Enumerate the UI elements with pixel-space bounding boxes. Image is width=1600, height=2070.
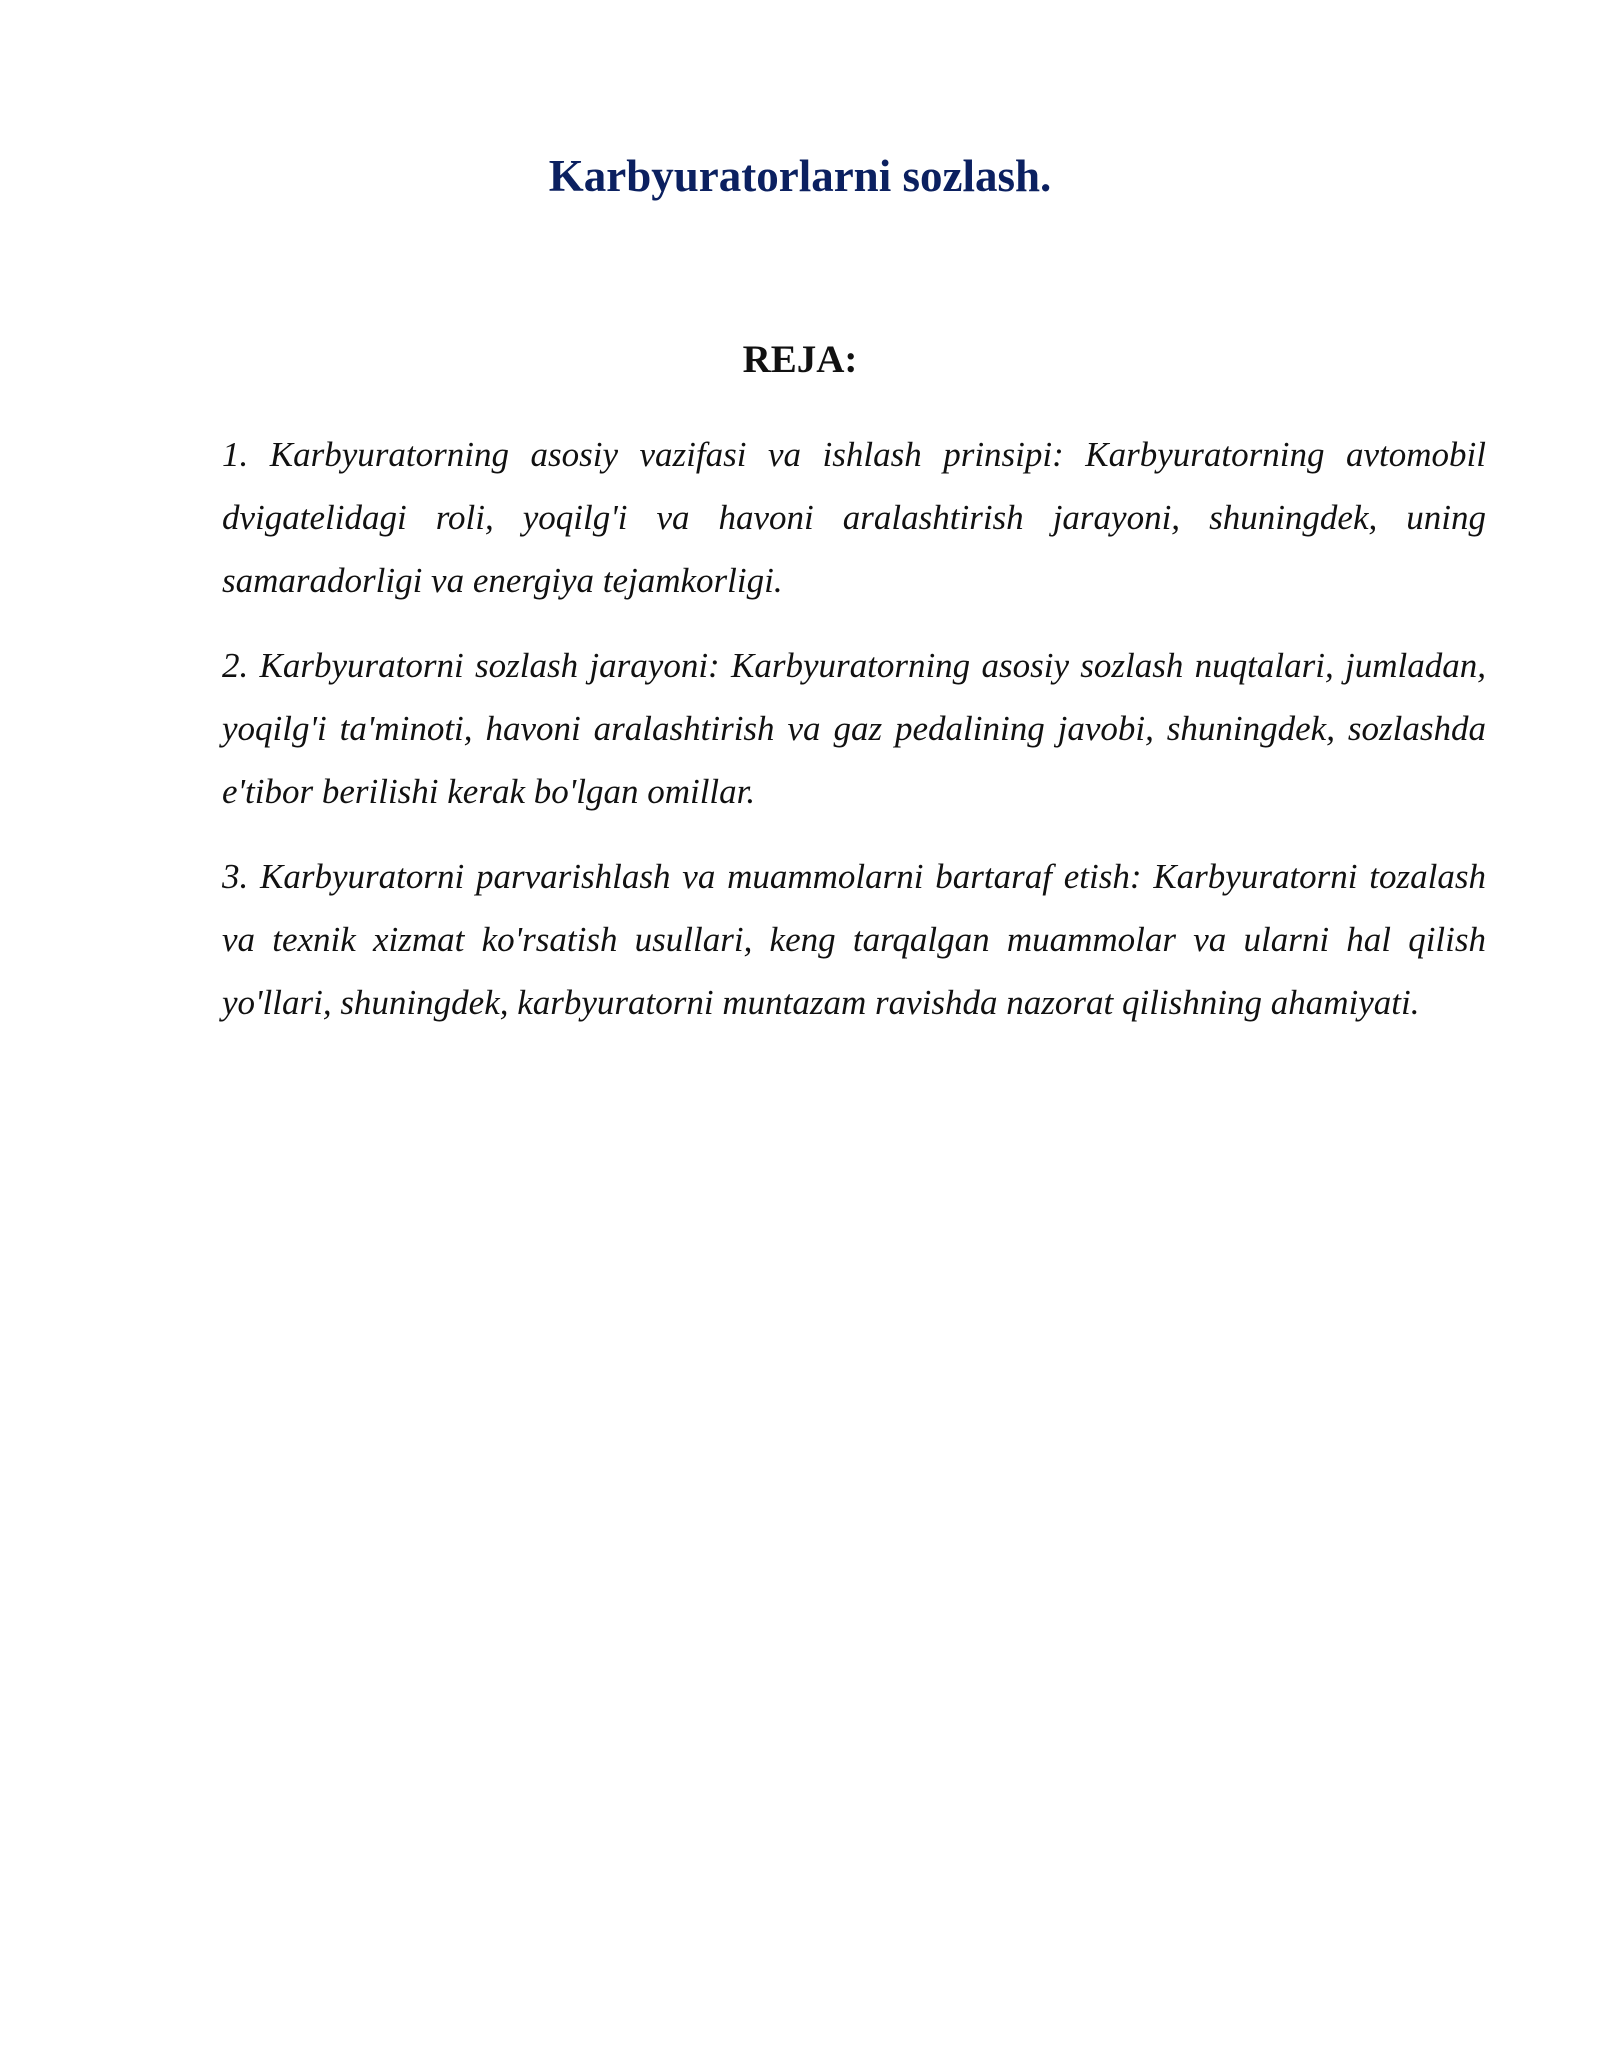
plan-item-1: 1. Karbyuratorning asosiy vazifasi va ishlash prinsipi: Karbyuratorning avtomobil dvigatelidagi roli, yoqilg'i va havoni aralashtirish jarayoni, shuningdek, uning samaradorligi va energiya tejamkorligi. — [222, 435, 1486, 600]
plan-item-2: 2. Karbyuratorni sozlash jarayoni: Karbyuratorning asosiy sozlash nuqtalari, jumladan, yoqilg'i ta'minoti, havoni aralashtirish va gaz pedalining javobi, shuningdek, sozlashda e'tibor berilishi kerak bo'lgan omillar. — [222, 646, 1486, 811]
plan-item-3: 3. Karbyuratorni parvarishlash va muammolarni bartaraf etish: Karbyuratorni tozalash va texnik xizmat ko'rsatish usullari, keng tarqalgan muammolar va ularni hal qilish yo'llari, shuningdek, karbyuratorni muntazam ravishda nazorat qilishning ahamiyati. — [222, 857, 1486, 1022]
document-title: Karbyuratorlarni sozlash. — [548, 151, 1052, 201]
plan-heading: REJA: — [742, 338, 858, 381]
plan-list — [222, 423, 1486, 1034]
